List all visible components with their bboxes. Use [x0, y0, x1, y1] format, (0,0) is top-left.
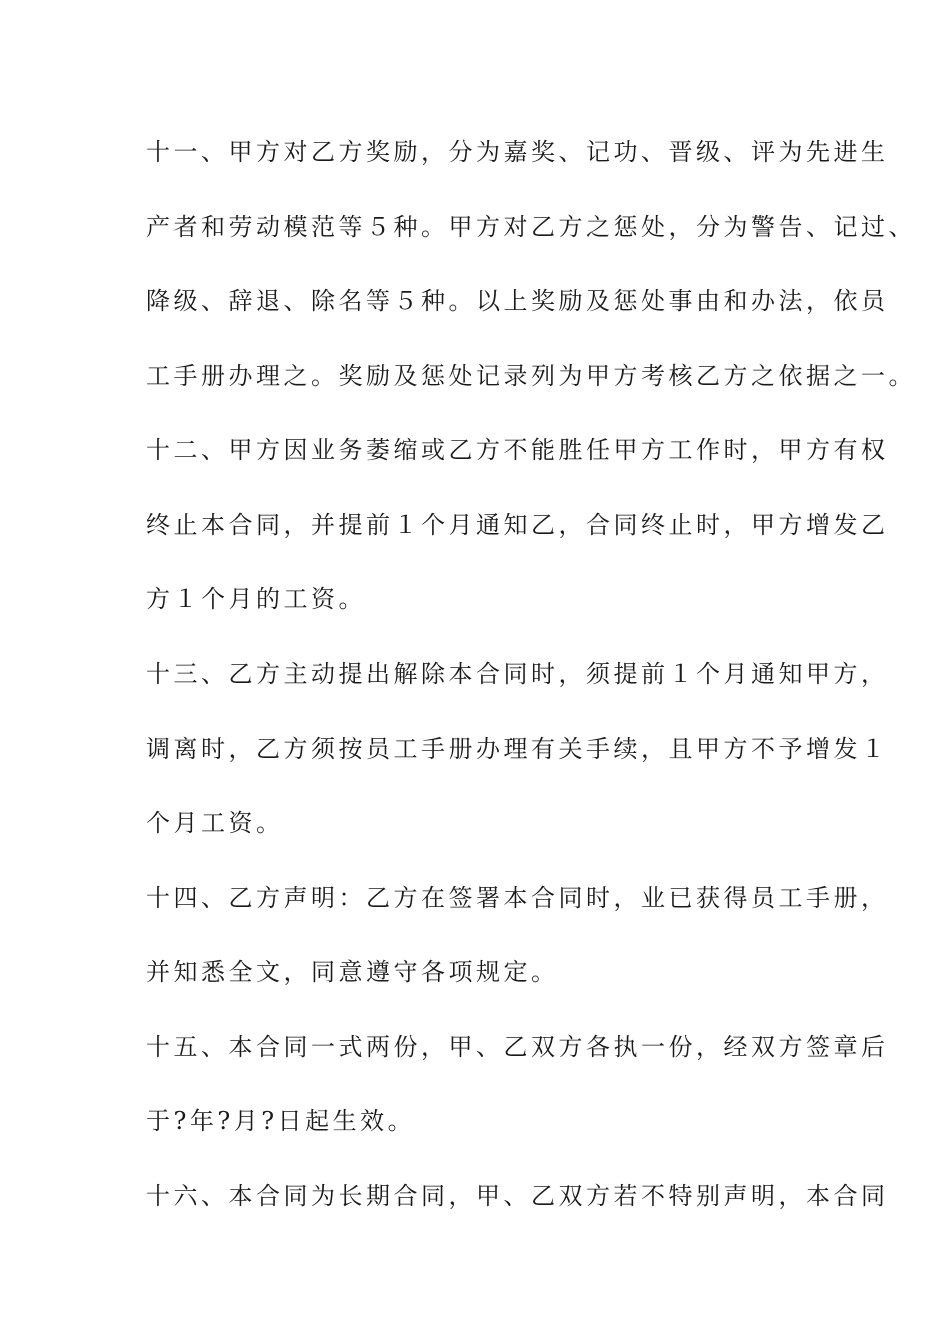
text-line: 个月工资。 — [146, 809, 284, 837]
text-line: 十四、乙方声明：乙方在签署本合同时，业已获得员工手册， — [146, 884, 889, 912]
text-line: 十五、本合同一式两份，甲、乙双方各执一份，经双方签章后 — [146, 1033, 889, 1061]
text-line: 十二、甲方因业务萎缩或乙方不能胜任甲方工作时，甲方有权 — [146, 436, 889, 464]
text-line: 于?年?月?日起生效。 — [146, 1107, 416, 1135]
text-line: 方１个月的工资。 — [146, 585, 366, 613]
text-line: 工手册办理之。奖励及惩处记录列为甲方考核乙方之依据之一。 — [146, 362, 916, 390]
text-line: 十六、本合同为长期合同，甲、乙双方若不特别声明，本合同 — [146, 1182, 889, 1210]
text-line: 十三、乙方主动提出解除本合同时，须提前１个月通知甲方， — [146, 660, 889, 688]
text-line: 调离时，乙方须按员工手册办理有关手续，且甲方不予增发１ — [146, 735, 889, 763]
text-line: 十一、甲方对乙方奖励，分为嘉奖、记功、晋级、评为先进生 — [146, 138, 889, 166]
text-line: 终止本合同，并提前１个月通知乙，合同终止时，甲方增发乙 — [146, 511, 889, 539]
text-line: 降级、辞退、除名等５种。以上奖励及惩处事由和办法，依员 — [146, 287, 889, 315]
text-line: 并知悉全文，同意遵守各项规定。 — [146, 958, 559, 986]
text-line: 产者和劳动模范等５种。甲方对乙方之惩处，分为警告、记过、 — [146, 213, 916, 241]
